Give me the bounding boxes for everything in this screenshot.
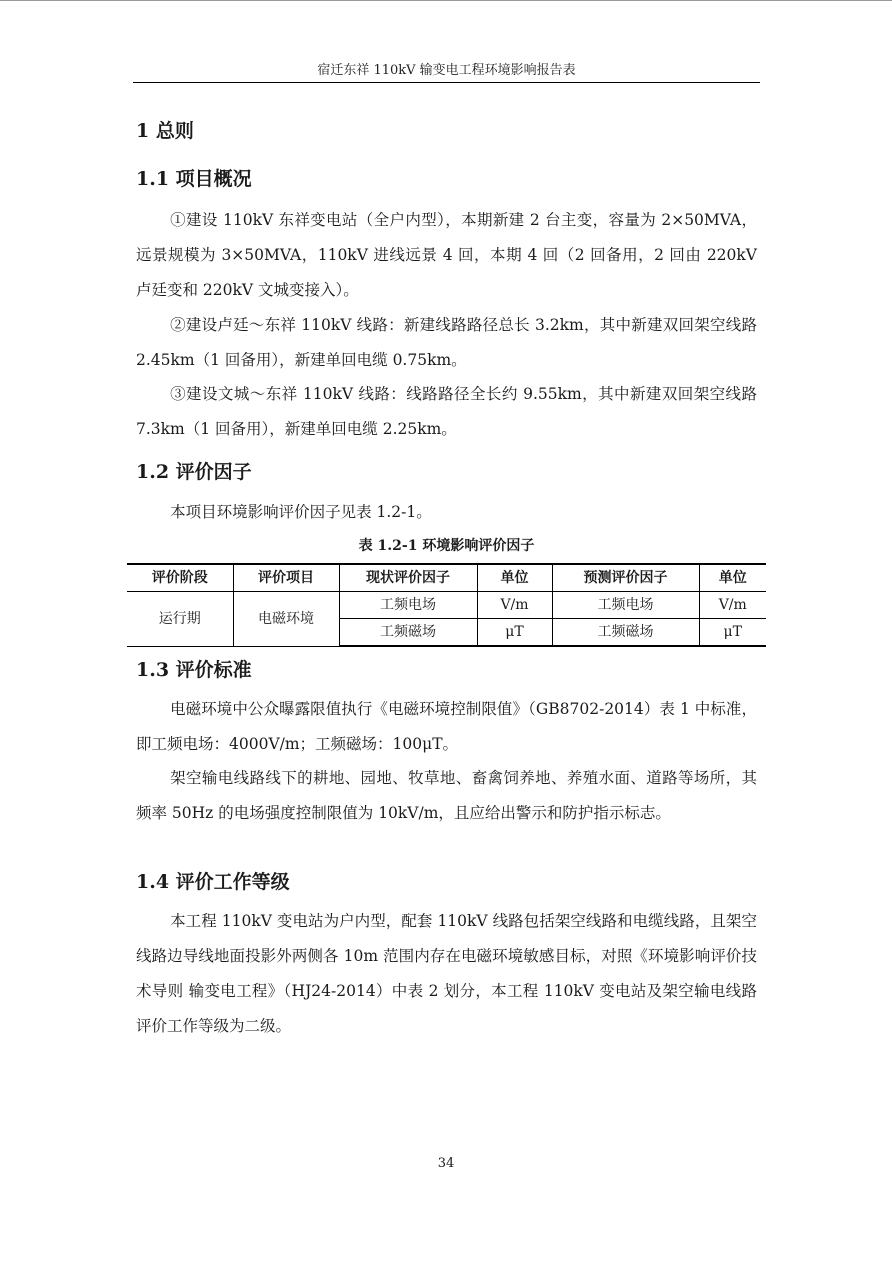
evaluation-factors-table [127,563,766,647]
running-header: 宿迁东祥 110kV 输变电工程环境影响报告表 [317,63,576,78]
cell-predicted-factor: 工频磁场 [552,619,699,647]
section-1-3-paragraph-2: 架空输电线路线下的耕地、园地、牧草地、畜禽饲养地、养殖水面、道路等场所，其频率 50Hz 的电场强度控制限值为 10kV/m，且应给出警示和防护指示标志。 [136,769,757,822]
cell-unit: μT [477,619,552,647]
cell-stage: 运行期 [127,592,233,647]
cell-current-factor: 工频电场 [339,592,477,619]
section-1-1-paragraph-3: ③建设文城～东祥 110kV 线路：线路路径全长约 9.55km，其中新建双回架空线路 7.3km（1 回备用），新建单回电缆 2.25km。 [136,385,757,438]
table-caption: 表 1.2-1 环境影响评价因子 [358,538,535,554]
table-row [127,592,766,619]
header-predicted-factor: 预测评价因子 [552,564,699,592]
section-1-1-title: 1.1 项目概况 [136,168,252,190]
section-1-2-title: 1.2 评价因子 [136,461,252,483]
header-current-factor: 现状评价因子 [339,564,477,592]
section-1-4-title: 1.4 评价工作等级 [136,871,290,893]
section-1-4-paragraph-1: 本工程 110kV 变电站为户内型，配套 110kV 线路包括架空线路和电缆线路，且架空线路边导线地面投影外两侧各 10m 范围内存在电磁环境敏感目标，对照《环境影响评价技术导则 输变电工程》（HJ24-2014）中表 2 划分，本工程 110kV 变电站及架空输电线路评价工作等级为二级。 [136,912,757,1035]
chapter-title: 1 总则 [136,120,194,142]
cell-unit-2: V/m [699,592,766,619]
cell-unit-2: μT [699,619,766,647]
page-top-edge [0,0,892,1]
page-number: 34 [437,1156,455,1171]
header-item: 评价项目 [233,564,339,592]
header-rule [133,82,760,83]
section-1-3-paragraph-1: 电磁环境中公众曝露限值执行《电磁环境控制限值》（GB8702-2014）表 1 中标准，即工频电场：4000V/m；工频磁场：100μT。 [136,700,757,753]
section-1-1-paragraph-2: ②建设卢廷～东祥 110kV 线路：新建线路路径总长 3.2km，其中新建双回架空线路 2.45km（1 回备用），新建单回电缆 0.75km。 [136,316,757,369]
header-stage: 评价阶段 [127,564,233,592]
cell-unit: V/m [477,592,552,619]
cell-current-factor: 工频磁场 [339,619,477,647]
header-unit: 单位 [477,564,552,592]
section-1-2-paragraph-1: 本项目环境影响评价因子见表 1.2-1。 [170,503,432,521]
section-1-1-paragraph-1: ①建设 110kV 东祥变电站（全户内型），本期新建 2 台主变，容量为 2×50MVA，远景规模为 3×50MVA，110kV 进线远景 4 回，本期 4 回（2 回备用，2 回由 220kV 卢廷变和 220kV 文城变接入）。 [136,211,757,299]
header-unit-2: 单位 [699,564,766,592]
table-header-row [127,564,766,592]
cell-item: 电磁环境 [233,592,339,647]
section-1-3-title: 1.3 评价标准 [136,659,252,681]
cell-predicted-factor: 工频电场 [552,592,699,619]
